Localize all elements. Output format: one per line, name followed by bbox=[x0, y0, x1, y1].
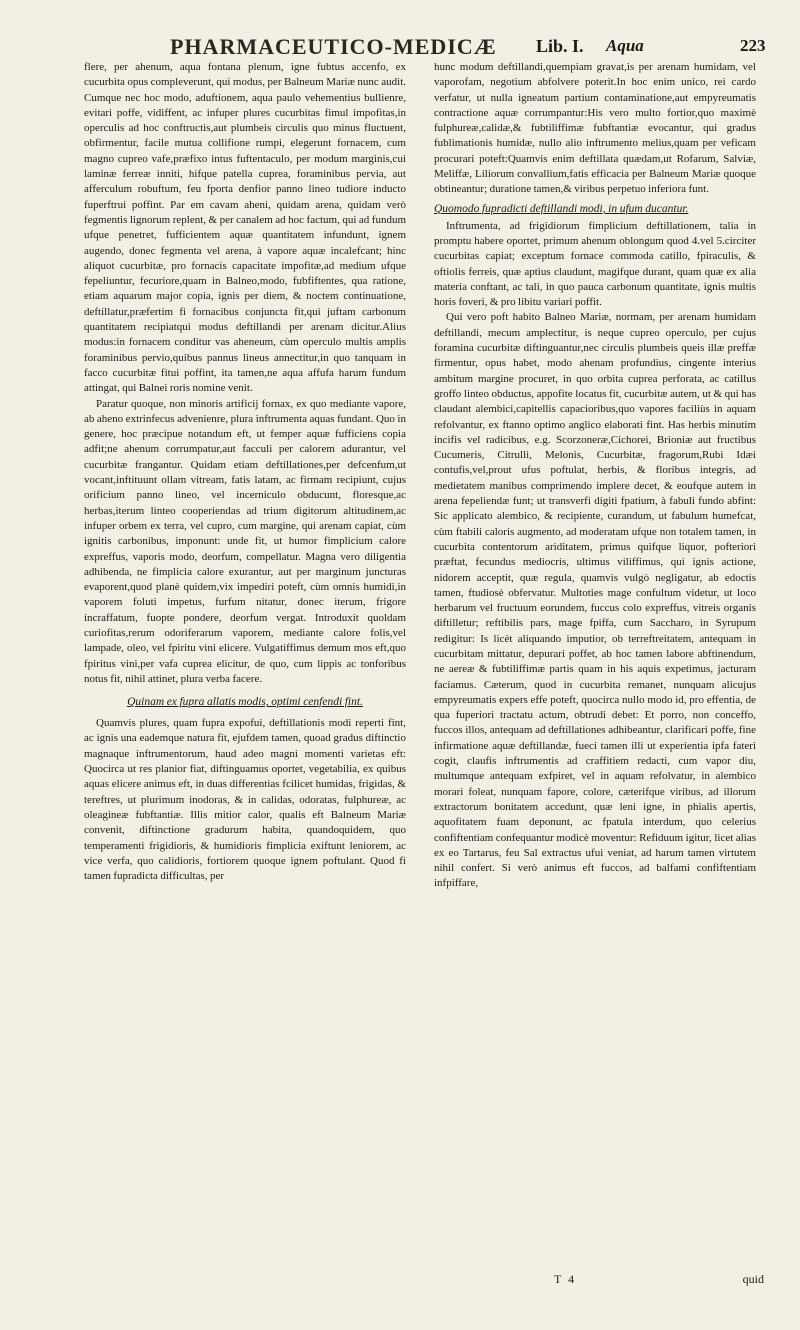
right-paragraph-2: Inftrumenta, ad frigidiorum fimplicium deftillationem, talia in promptu habere oportet, primum ahenum oblongum quod 4.vel 5.circiter cucurbitas capiat; exceptum fornace commoda catillo, fpiraculis, & oftiolis ferreis, quæ aptius claudunt, magifque durant, quam quæ ex alia materia conftant, ac tali, in quo pauca carbonum quantitate, ignis multis horis foveri, & pro libitu variari poffit. bbox=[434, 219, 756, 309]
right-paragraph-3: Qui vero poft habito Balneo Mariæ, normam, per arenam humidam deftillandi, mecum amplectitur, is neque cupreo operculo, per cujus foramina cucurbitæ diftinguantur,nec circulis plumbeis queis illæ preffæ firmentur, opus habet, modo ahenam profundius, cingente interius ambitum margine procuret, in quo orbita cuprea perforata, ac catillus groffo linteo obductus, appofite locatus fit, cucurbitæ autem, ut & qui has claudant alembici,capitellis capacioribus,quo vapores faciliùs in aquam refolvantur, ex ftanno optimo anglico elaborati fint. Has herbis minutim incifis vel radicibus, e.g. Scorzoneræ,Cichorei, Brioniæ aut fructibus Cucumeris, Citrulli, Melonis, Cucurbitæ, fragorum,Rubi Idæi contufis,vel,prout ufus poftulat, herbis, & floribus integris, ad medietatem manibus comprimendo implere decet, & eoufque autem in arena fepeliendæ funt; ut transverfi digiti fpatium, à fabuli fundo abfint: Sic applicato alembico, & recipiente, curandum, ut fabulum humefcat, cùm ftabili caloris augmento, ad moderatam ufque non totalem tamen, in cucurbita contentorum ariditatem, primus quifque liquor, pofteriori præftat, fecundus mediocris, ultimus viliffimus, qui ignis actione, nidorem acceptit, quæ regula, quamvis vulgò negligatur, ab edoctis tamen, ftudiosè obfervatur. Multoties mage confultum videtur, ut loco herbarum vel fructuum eorundem, fuccus colo expreffus, vitreis organis diftilletur; reftibilis pars, mage fpiffa, cum Saccharo, in Syrupum redigitur: Is licèt aliquando imputior, ob terreftreitatem, antequam in cucurbitam mittatur, depurari poffet, ab hoc tamen labore abftinendum, ne aereæ & fubtiliffimæ partis quam in his aquis expetimus, jacturam faciamus. Cæterum, quod in cucurbita remanet, nunquam alicujus empyreumatis expers effe poteft, quocirca nullo modo id, pro effentia, de qua fuperiori tractatu actum, obtrudi debet: Et porro, non conceffo, fuccos illos, antequam ad deftillationes adhibeantur, clarificari poffe, fine infirmatione aquæ deftillandæ, fueci tamen illi ut experientia ipfa fateri cogit, claufis inftrumentis ad craffitiem redacti, cum vapor diu, multumque antequam exfpiret, vel in aquam refolvatur, in alembico morari foleat, nunquam fapore, colore, cæterifque viribus, ad illorum extractorum bonitatem accedunt, quæ leni igne, in phialis apertis, aquofitatem fuam deponunt, ac fpatula interdum, quo celerius confiftentiam confequantur modicè moventur: Refiduum igitur, licet alias ex eo Tartarus, feu Sal extractus ufui veniat, ad harum tamen virtutem nihil confert. Si verò animus eft fuccos, ad balfami confiftentiam infpiffare, bbox=[434, 311, 756, 890]
running-head: PHARMACEUTICO-MEDICÆ bbox=[170, 34, 497, 59]
left-paragraph-3: Quamvis plures, quam fupra expofui, deftillationis modi reperti fint, ac ignis una eademque natura fit, ejufdem tamen, quoad gradus diftinctio magnaque inftrumentorum, haud adeo magni momenti varietas eft: Quocirca ut res planior fiat, diftinguamus oportet, vegetabilia, ex quibus aquas elicere animus eft, in duas differentias fcilicet humidas, frigidas, & tereftres, ut plurimum inodoras, & in calidas, odoratas, fulphureæ, ac oleagineæ fubftantiæ. Illis mitior calor, qualis eft Balneum Mariæ convenit, diftinctione gradurum habita, quandoquidem, quo temperamenti frigidioris, & humidioris fimplicia exiftunt leniorem, ac vice verfa, quo calidioris, fortiorem quoque ignem poftulant. Quod fi tamen fupradicta difficultas, per bbox=[84, 717, 406, 883]
right-section-heading: Quomodo fupradicti deftillandi modi, in ufum ducantur. bbox=[434, 202, 689, 215]
page-footer bbox=[434, 1272, 764, 1290]
signature-mark: T 4 bbox=[554, 1272, 577, 1286]
right-column bbox=[434, 60, 756, 892]
left-paragraph-2: Paratur quoque, non minoris artificij fornax, ex quo mediante vapore, ab aheno extrinfecus advenienre, plura inftrumenta aquas fundant. Quo in genere, hoc præcipue notandum eft, ut femper aquæ fufficiens copia adfit;ne ahenum corrumpatur,aut facculi per calorem adurantur, vel cucurbitæ frangantur. Quidam etiam deftillationes,per defcenfum,ut vocant,inftituunt ollam vitream, fatis latam, ac firmam recipiunt, cujus orificium panno lineo, vel incerniculo obducunt, floresque,ac herbas,iterum linteo cooperiendas ad trium digitorum altitudinem,ac infuper orbem ex terra, vel cupro, cum margine, qui arenam capiat, cùm ignitis carbonibus, imponunt: unde fit, ut humor fimplicium calore expreffus, vaporis modo, deorfum, compellatur. Magna vero diligentia adhibenda, ne fimplicia calore exurantur, aut per marginum juncturas evaporent,quod planè quidem,vix impediri poteft, cùm omnis humidi,in vaporem foluti impetus, furfum nitatur, donec iterum, frigore incraffatum, fuopte pondere, deorfum vergat. Introduxit quoldam curiofitas,rerum odoriferarum vaporem, mediante calore folis,vel lampade, oleo, vel fpiritu vini elicere. Vulgatiffimus demum mos eft,quo fpiritus vini,per vafa cuprea elicitur, de quo, cum lippis ac tonforibus notus fit, nihil attinet, plura verba facere. bbox=[84, 397, 406, 685]
page-number: 223 bbox=[740, 36, 766, 55]
left-paragraph-1: flere, per ahenum, aqua fontana plenum, igne fubtus accenfo, ex cucurbita opus compleverunt, qui modus, per Balneum Mariæ nunc audit. Cumque nec hoc modo, aduftionem, aqua paulo vehementius bullienre, evitari poffe, vidiffent, ac infuper plures cucurbitas fimul impofitas,in operculis ad hoc conftructis,aut plumbeis circulis quo minus fluctuent, obfirmentur, facile mutua collifione rumpi, elegerunt fornacem, cum magno cupreo vafe,præfixo intus fuftentaculo, per modum marginis,cui laminæ ferreæ inniti, hifque patella cuprea, foraminibus pervia, aut afferculum robuftum, feu fporta denfior panno lineo tudiore inducto fuperftrui poffint. Par em cavam aheni, quidam arena, quidam verò fegmentis lignorum replent, & per canalem ad hoc factum, qui ad fundum ufque penetret, fufficientem aquæ quantitatem infundunt, ignem augendo, donec fegmenta vel arena, à vapore aquæ incalefcant; hinc aliquot cucurbitæ, pro fornacis capacitate impofitæ,ad medium ufque fepeliuntur, fecuriore,quam in Balneo,modo, fubfiftentes, qua ratione, etiam aquarum major copia, ignis per diem, & noctem continuatione, deftillatur,præfertim fi fornacibus conjuncta fit,qui juftam carbonum quantitatem recipiatqui modus deftillandi per arenam dicitur.Alius modus:in fornacem conditur vas aheneum, cùm operculo multis amplis foraminibus pervio,quibus pannus lineus annectitur,in quo tanquam in facco cucurbitæ fitui poffint, ita tamen,ne aqua affufa harum fundum attingat, qui Balnei roris nomine venit. bbox=[84, 61, 406, 395]
left-column bbox=[84, 60, 406, 884]
section-reference: Aqua bbox=[606, 36, 644, 55]
left-section-heading: Quinam ex fupra allatis modis, optimi cenfendi fint. bbox=[127, 696, 363, 709]
catchword: quid bbox=[742, 1272, 764, 1286]
right-paragraph-1: hunc modum deftillandi,quempiam gravat,is per arenam humidam, vel vaporofam, negotium abfolvere poterit.In hoc enim unico, rei cardo verfatur, ut nulla igneatum partium contaminatione,aut empyreumatis contractione aquæ corrumpantur:His vero multo fortior,quo maximè fulphureæ,calidæ,& fubtiliffimæ fubftantiæ evocantur, qui gradus fublimationis humidæ, nullo alio inftrumento melius,quam per veficam procurari poteft:Quamvis enim deftillata quædam,ut Rofarum, Salviæ, Meliffæ, Liliorum convallium,fatis efficacia per Balneum Mariæ quoque obtineantur; duratione tamen,& viribus perpetuo inferiora funt. bbox=[434, 61, 756, 196]
book-reference: Lib. I. bbox=[536, 36, 584, 56]
page-header bbox=[0, 34, 800, 60]
